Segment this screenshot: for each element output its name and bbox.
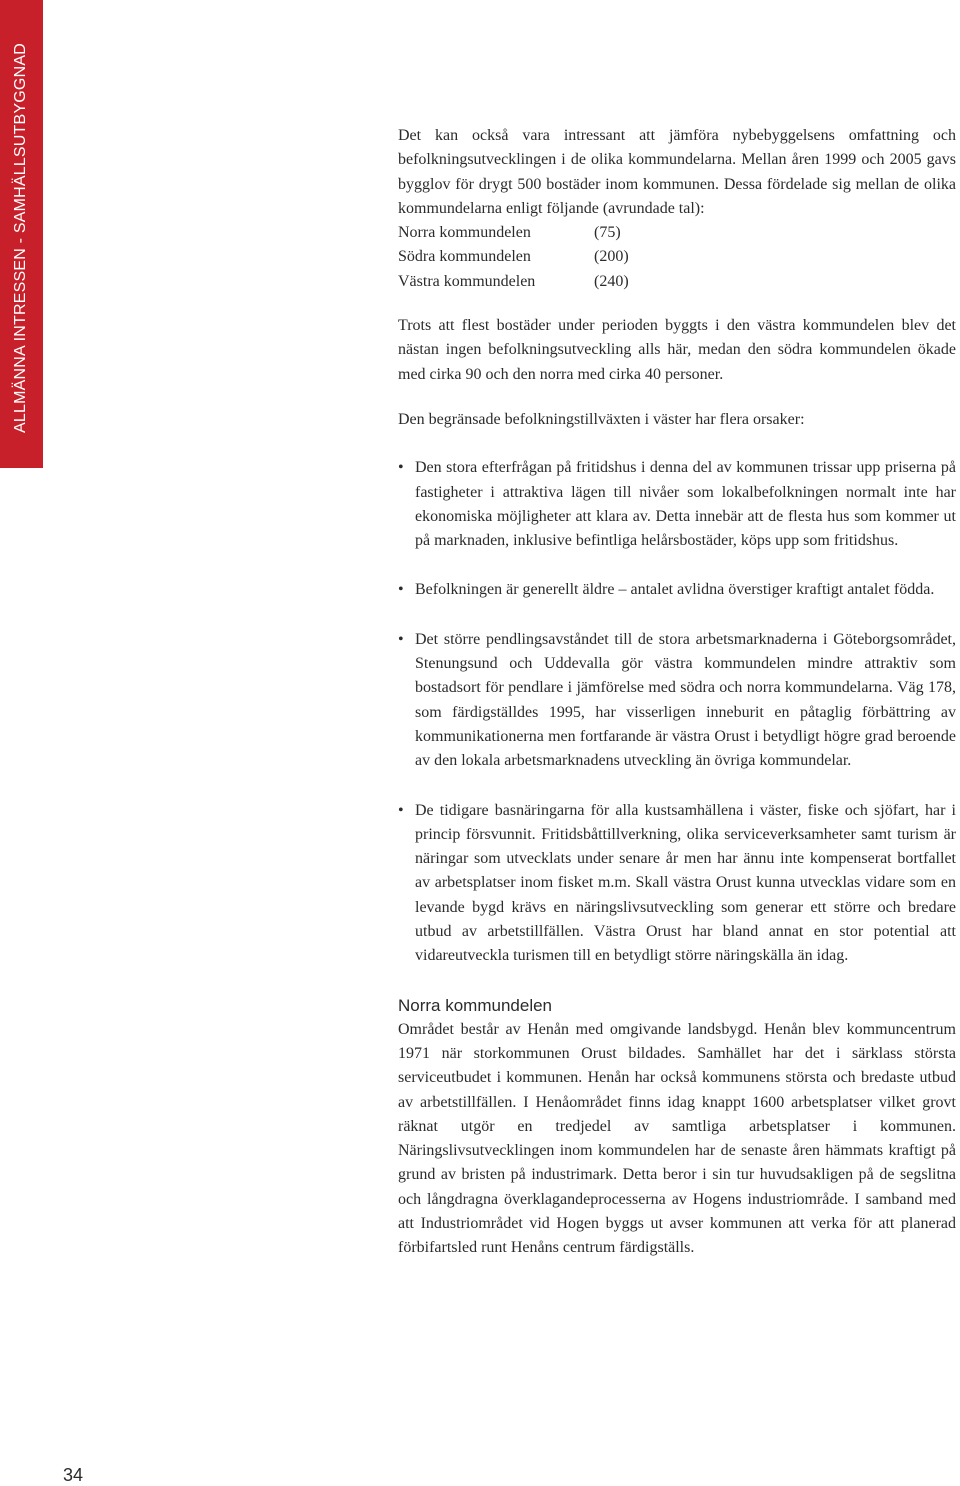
list-item-text: Det större pendlingsavståndet till de stora arbetsmarknaderna i Göteborgsområdet, Stenungsund och Uddevalla gör västra kommundelen mindre attraktiv som bostadsort för pendlare i jämförelse med södra och norra kommundelarna. Väg 178, som färdigställdes 1995, har visserligen inneburit en påtaglig förbättring av kommunikationerna men fortfarande är västra Orust i betydligt högre grad beroende av den lokala arbetsmarknadens utveckling än övriga kommundelar. — [415, 630, 956, 770]
list-item-text: De tidigare basnäringarna för alla kustsamhällena i väster, fiske och sjöfart, har i princip försvunnit. Fritidsbåttillverkning, olika serviceverksamheter samt turism är näringar som utvecklats under senare år men har ännu inte kompenserat bortfallet av arbetsplatser inom fisket m.m. Skall västra Orust kunna utvecklas vidare som en levande bygd krävs en näringslivsutveckling som generar ett större och bredare utbud av arbetstillfällen. Västra Orust har bland annat en stor potential att vidareutveckla turismen till en betydligt större näringskälla än idag. — [415, 801, 956, 965]
distribution-value: (200) — [594, 248, 629, 266]
body-paragraph: Den begränsade befolkningstillväxten i väster har flera orsaker: — [398, 410, 805, 428]
page-number: 34 — [63, 1465, 84, 1485]
body-paragraph: Trots att flest bostäder under perioden byggts i den västra kommundelen blev det nästan ingen befolkningsutveckling alls här, medan den södra kommundelen ökade med cirka 90 och den norra med cirka 40 personer. — [398, 317, 956, 383]
list-item-text: Befolkningen är generellt äldre – antalet avlidna överstiger kraftigt antalet födda. — [415, 581, 935, 599]
distribution-name: Norra kommundelen — [398, 224, 531, 242]
distribution-name: Södra kommundelen — [398, 248, 531, 266]
distribution-name: Västra kommundelen — [398, 272, 536, 290]
section-body: Området består av Henån med omgivande landsbygd. Henån blev kommuncentrum 1971 när storkommunen Orust bildades. Samhället har det i särklass största serviceutbudet i kommunen. Henån har också kommunens största och bredaste utbud av arbetstillfällen. I Henåområdet finns idag knappt 1600 arbetsplatser vilket grovt räknat utgör en tredjedel av samtliga arbetsplatser i kommunen. Näringslivsutvecklingen inom kommundelen har de senaste åren hämmats kraftigt på grund av bristen på industrimark. Detta beror i sin tur huvudsakligen på de segslitna och långdragna överklagandeprocesserna av Hogens industriområde. I samband med att Industriområdet vid Hogen byggs ut avser kommunen att verka för att planerad förbifartsled runt Henåns centrum färdigställs. — [398, 1020, 956, 1257]
intro-paragraph: Det kan också vara intressant att jämföra nybebyggelsens omfattning och befolkningsutvecklingen i de olika kommundelarna. Mellan åren 1999 och 2005 gavs bygglov för drygt 500 bostäder inom kommunen. Dessa fördelade sig mellan de olika kommundelarna enligt följande (avrundade tal): — [398, 127, 956, 217]
distribution-value: (75) — [594, 224, 621, 242]
bullet-icon: • — [398, 630, 404, 648]
list-item — [398, 456, 956, 553]
distribution-value: (240) — [594, 272, 629, 290]
list-item — [398, 799, 956, 969]
distribution-row — [398, 245, 956, 269]
reasons-list — [398, 456, 956, 968]
chapter-side-tab-label: ALLMÄNNA INTRESSEN - SAMHÄLLSUTBYGGNAD — [12, 43, 29, 433]
bullet-icon: • — [398, 581, 404, 599]
page-content — [398, 124, 956, 1261]
section-heading: Norra kommundelen — [398, 995, 553, 1015]
distribution-row — [398, 270, 956, 294]
bullet-icon: • — [398, 801, 404, 819]
chapter-side-tab — [0, 0, 43, 468]
bullet-icon: • — [398, 459, 404, 477]
list-item — [398, 578, 956, 602]
distribution-list — [398, 221, 956, 294]
list-item — [398, 628, 956, 774]
list-item-text: Den stora efterfrågan på fritidshus i denna del av kommunen trissar upp priserna på fastigheter i attraktiva lägen till nivåer som lokalbefolkningen normalt inte har ekonomiska möjligheter att klara av. Detta innebär att de flesta hus som kommer ut på marknaden, inklusive befintliga helårsbostäder, köps upp som fritidshus. — [415, 459, 956, 550]
distribution-row — [398, 221, 956, 245]
